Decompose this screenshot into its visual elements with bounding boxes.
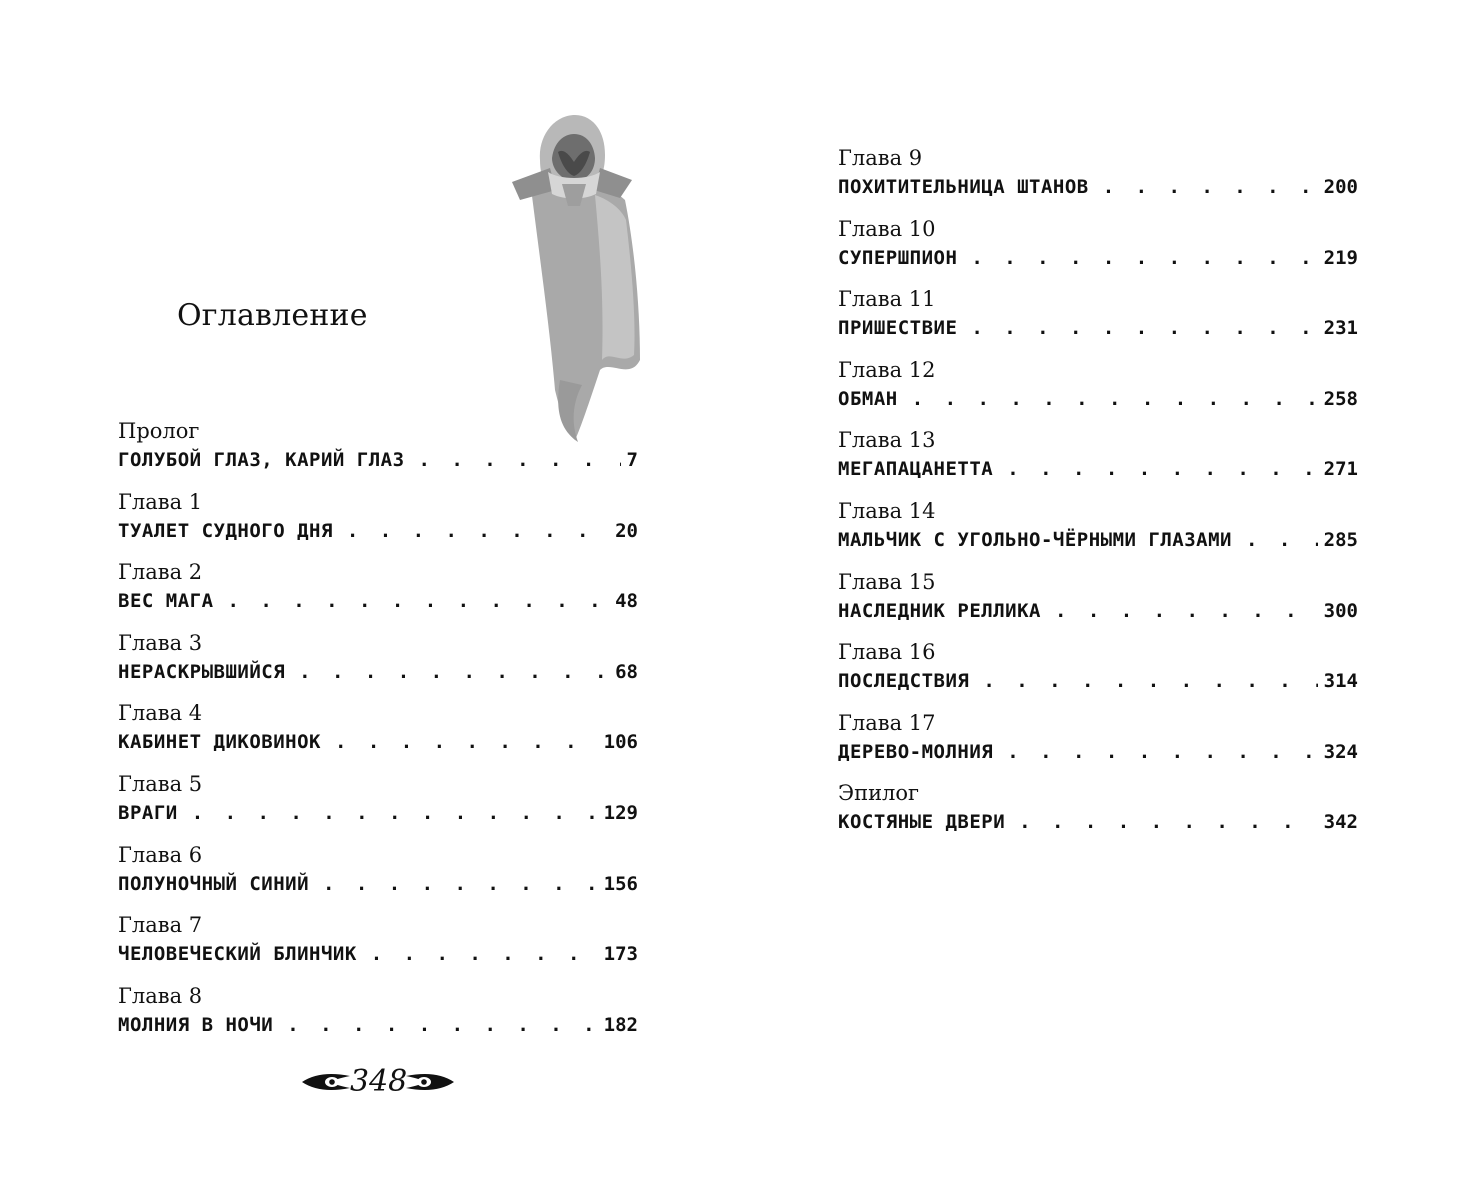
dot-leader — [1055, 597, 1318, 625]
chapter-row — [118, 870, 638, 900]
chapter-title: ДЕРЕВО-МОЛНИЯ — [838, 740, 994, 763]
chapter-label: Глава 9 — [838, 146, 923, 170]
toc-entry — [838, 498, 1358, 569]
chapter-page-number: 7 — [626, 449, 638, 471]
toc-entry — [838, 145, 1358, 216]
chapter-title: ГОЛУБОЙ ГЛАЗ, КАРИЙ ГЛАЗ — [118, 449, 405, 471]
chapter-label: Глава 17 — [838, 710, 936, 735]
chapter-page-number: 182 — [603, 1013, 638, 1036]
toc-entry — [838, 216, 1358, 287]
chapter-row — [838, 173, 1358, 203]
toc-entry — [118, 559, 638, 630]
chapter-page-number: 106 — [603, 731, 638, 754]
chapter-label: Глава 14 — [838, 498, 936, 523]
chapter-title: МЕГАПАЦАНЕТТА — [838, 458, 994, 481]
chapter-label: Глава 2 — [118, 560, 203, 585]
chapter-row — [118, 517, 638, 547]
toc-entry — [838, 710, 1358, 781]
dot-leader — [1246, 526, 1318, 554]
chapter-label: Эпилог — [838, 781, 920, 806]
chapter-page-number: 68 — [615, 660, 638, 683]
chapter-label: Глава 3 — [118, 630, 203, 655]
chapter-page-number: 20 — [615, 519, 638, 542]
chapter-label: Пролог — [118, 419, 200, 443]
chapter-label: Глава 13 — [838, 428, 936, 453]
chapter-title: МОЛНИЯ В НОЧИ — [118, 1013, 274, 1036]
chapter-page-number: 300 — [1323, 599, 1358, 622]
chapter-row — [838, 526, 1358, 556]
chapter-row — [838, 385, 1358, 415]
chapter-title: ПОЛУНОЧНЫЙ СИНИЙ — [118, 872, 310, 895]
toc-entry — [118, 912, 638, 983]
chapter-title: ЧЕЛОВЕЧЕСКИЙ БЛИНЧИК — [118, 943, 357, 966]
toc-entry — [838, 780, 1358, 851]
chapter-title: НАСЛЕДНИК РЕЛЛИКА — [838, 599, 1041, 622]
chapter-row — [838, 667, 1358, 697]
chapter-title: ПРИШЕСТВИЕ — [838, 317, 958, 340]
dot-leader — [971, 314, 1317, 342]
toc-entry — [118, 630, 638, 701]
chapter-page-number: 314 — [1323, 670, 1358, 693]
toc-entry — [118, 489, 638, 560]
chapter-page-number: 129 — [603, 801, 638, 824]
chapter-label: Глава 4 — [118, 701, 203, 726]
dot-leader — [335, 728, 598, 756]
chapter-page-number: 285 — [1323, 528, 1358, 551]
toc-entry — [118, 418, 638, 489]
chapter-row — [838, 808, 1358, 838]
dot-leader — [1007, 738, 1317, 766]
dot-leader — [323, 870, 598, 898]
chapter-row — [118, 728, 638, 758]
chapter-row — [118, 1011, 638, 1041]
left-page — [0, 0, 738, 1182]
right-page — [738, 0, 1477, 1182]
chapter-title: ПОХИТИТЕЛЬНИЦА ШТАНОВ — [838, 176, 1089, 198]
chapter-label: Глава 11 — [838, 287, 936, 312]
chapter-row — [838, 738, 1358, 768]
dot-leader — [983, 667, 1317, 695]
dot-leader — [299, 658, 609, 686]
dot-leader — [228, 587, 610, 615]
chapter-title: ВЕС МАГА — [118, 590, 214, 613]
chapter-title: МАЛЬЧИК С УГОЛЬНО-ЧЁРНЫМИ ГЛАЗАМИ — [838, 528, 1232, 551]
dot-leader — [912, 385, 1318, 413]
chapter-title: ПОСЛЕДСТВИЯ — [838, 670, 970, 693]
chapter-label: Глава 5 — [118, 771, 203, 796]
chapter-row — [118, 446, 638, 476]
toc-entry — [118, 700, 638, 771]
chapter-label: Глава 16 — [838, 640, 936, 665]
dot-leader — [192, 799, 598, 827]
toc-entry — [118, 842, 638, 913]
chapter-page-number: 231 — [1323, 317, 1358, 340]
chapter-row — [838, 597, 1358, 627]
dot-leader — [1019, 808, 1318, 836]
chapter-row — [838, 244, 1358, 274]
chapter-row — [838, 455, 1358, 485]
chapter-row — [118, 799, 638, 829]
toc-entry — [118, 983, 638, 1054]
chapter-page-number: 200 — [1323, 176, 1358, 198]
chapter-row — [118, 658, 638, 688]
chapter-label: Глава 12 — [838, 357, 936, 382]
chapter-title: ВРАГИ — [118, 801, 178, 824]
chapter-label: Глава 10 — [838, 216, 936, 241]
chapter-row — [118, 587, 638, 617]
chapter-title: НЕРАСКРЫВШИЙСЯ — [118, 660, 286, 683]
dot-leader — [1103, 173, 1318, 201]
toc-list-left — [118, 418, 638, 1053]
chapter-row — [118, 940, 638, 970]
chapter-label: Глава 1 — [118, 489, 203, 514]
dot-leader — [371, 940, 598, 968]
chapter-title: СУПЕРШПИОН — [838, 246, 958, 269]
dot-leader — [347, 517, 609, 545]
dot-leader — [287, 1011, 597, 1039]
toc-entry — [838, 427, 1358, 498]
chapter-page-number: 48 — [615, 590, 638, 613]
chapter-page-number: 342 — [1323, 811, 1358, 834]
toc-entry — [118, 771, 638, 842]
chapter-page-number: 324 — [1323, 740, 1358, 763]
chapter-page-number: 156 — [603, 872, 638, 895]
dot-leader — [1007, 455, 1317, 483]
chapter-label: Глава 7 — [118, 913, 203, 938]
dot-leader — [419, 446, 621, 474]
chapter-title: КАБИНЕТ ДИКОВИНОК — [118, 731, 321, 754]
chapter-label: Глава 15 — [838, 569, 936, 594]
chapter-page-number: 258 — [1323, 387, 1358, 410]
page-number: 348 — [350, 1064, 408, 1099]
hooded-cloak-icon — [500, 110, 650, 450]
chapter-title: ТУАЛЕТ СУДНОГО ДНЯ — [118, 519, 333, 542]
ornament-right-icon — [404, 1070, 456, 1094]
toc-entry — [838, 639, 1358, 710]
page-folio — [300, 1062, 456, 1102]
toc-entry — [838, 286, 1358, 357]
ornament-left-icon — [300, 1070, 352, 1094]
chapter-title: КОСТЯНЫЕ ДВЕРИ — [838, 811, 1006, 834]
chapter-label: Глава 8 — [118, 983, 203, 1008]
dot-leader — [971, 244, 1317, 272]
chapter-page-number: 271 — [1323, 458, 1358, 481]
toc-entry — [838, 357, 1358, 428]
chapter-page-number: 219 — [1323, 246, 1358, 269]
toc-list-right — [838, 145, 1358, 851]
chapter-label: Глава 6 — [118, 842, 203, 867]
chapter-title: ОБМАН — [838, 387, 898, 410]
chapter-row — [838, 314, 1358, 344]
chapter-page-number: 173 — [603, 943, 638, 966]
toc-entry — [838, 569, 1358, 640]
toc-title: Оглавление — [177, 298, 368, 333]
